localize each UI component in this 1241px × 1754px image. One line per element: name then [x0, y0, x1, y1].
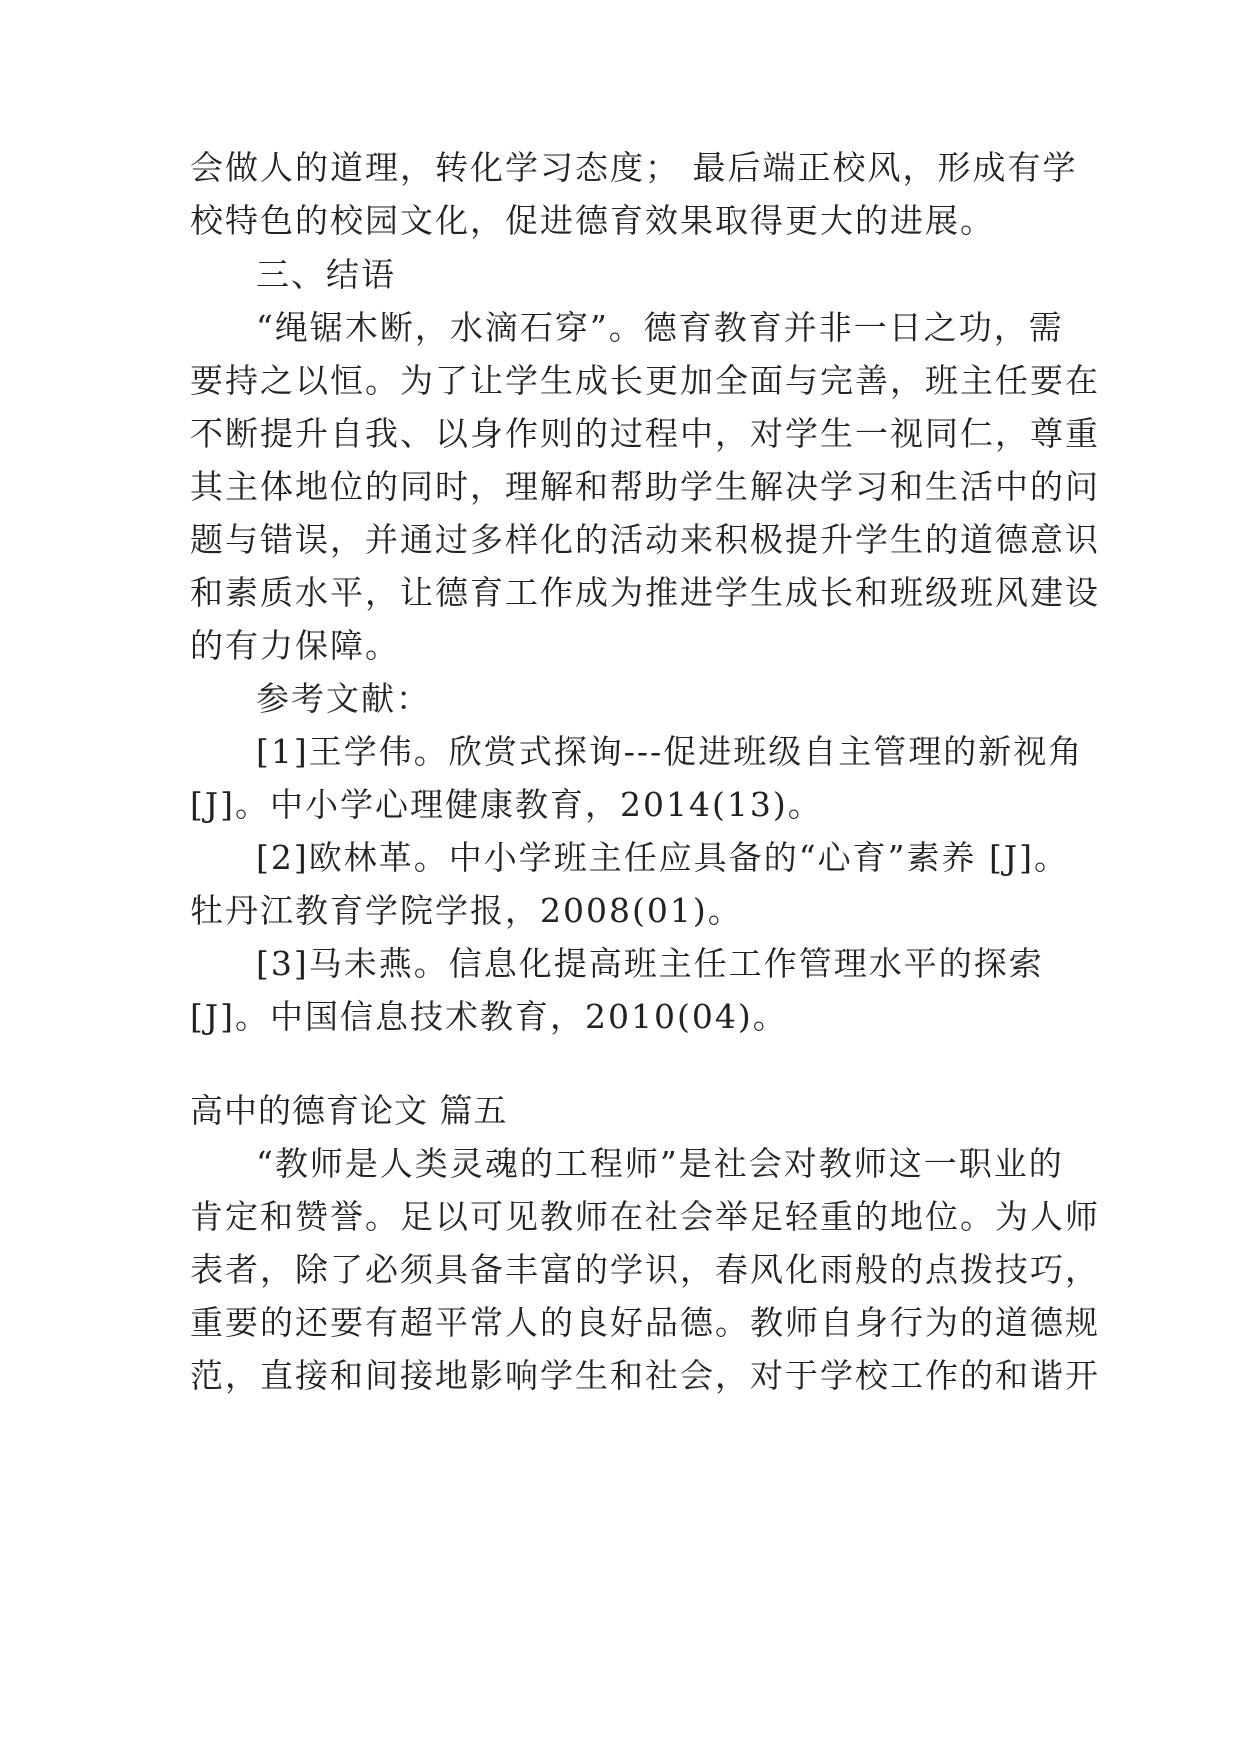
paragraph-line: 会做人的道理，转化学习态度； 最后端正校风，形成有学 — [190, 148, 1078, 187]
paragraph-line: 表者，除了必须具备丰富的学识，春风化雨般的点拨技巧， — [190, 1250, 1100, 1289]
reference-item: [2]欧林革。中小学班主任应具备的“心育”素养 [J]。 — [256, 838, 1069, 877]
paragraph-line: 题与错误，并通过多样化的活动来积极提升学生的道德意识 — [190, 520, 1100, 559]
paragraph-line: 范，直接和间接地影响学生和社会，对于学校工作的和谐开 — [190, 1356, 1100, 1395]
paragraph-line: 和素质水平，让德育工作成为推进学生成长和班级班风建设 — [190, 573, 1100, 612]
paragraph-line: 要持之以恒。为了让学生成长更加全面与完善，班主任要在 — [190, 361, 1100, 400]
paragraph-line: 重要的还要有超平常人的良好品德。教师自身行为的道德规 — [190, 1303, 1100, 1342]
reference-item: [1]王学伟。欣赏式探询---促进班级自主管理的新视角 — [256, 732, 1084, 771]
paragraph-line: 不断提升自我、以身作则的过程中，对学生一视同仁，尊重 — [190, 414, 1100, 453]
reference-item: [J]。中小学心理健康教育，2014(13)。 — [190, 785, 823, 824]
paragraph-line: 的有力保障。 — [190, 626, 400, 665]
references-heading: 参考文献： — [256, 679, 431, 718]
reference-item: 牡丹江教育学院学报，2008(01)。 — [190, 891, 743, 930]
section-heading: 三、结语 — [256, 255, 396, 294]
paragraph-line: 肯定和赞誉。足以可见教师在社会举足轻重的地位。为人师 — [190, 1197, 1100, 1236]
paragraph-line: “绳锯木断，水滴石穿”。德育教育并非一日之功，需 — [256, 308, 1064, 347]
reference-item: [J]。中国信息技术教育，2010(04)。 — [190, 997, 788, 1036]
paragraph-line: 其主体地位的同时，理解和帮助学生解决学习和生活中的问 — [190, 467, 1100, 506]
reference-item: [3]马未燕。信息化提高班主任工作管理水平的探索 — [256, 944, 1044, 983]
article-title: 高中的德育论文 篇五 — [190, 1091, 508, 1130]
paragraph-line: 校特色的校园文化，促进德育效果取得更大的进展。 — [190, 201, 995, 240]
paragraph-line: “教师是人类灵魂的工程师”是社会对教师这一职业的 — [256, 1144, 1064, 1183]
